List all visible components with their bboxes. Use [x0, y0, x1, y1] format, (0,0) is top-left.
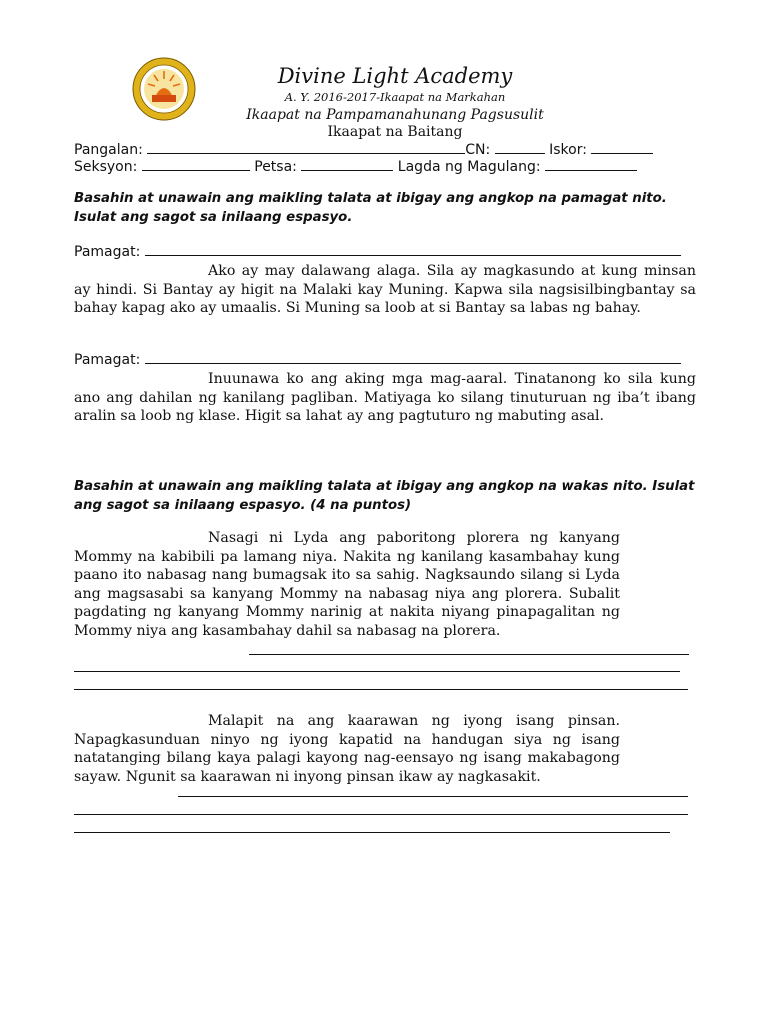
ending-line-1c[interactable] [74, 689, 688, 690]
paragraph-4: Malapit na ang kaarawan ng iyong isang pinsan. Napagkasunduan ninyo ng iyong kapatid na handugan siya ng isang natatanging bilang kaya palagi kayong nag-eensayo ng isang makabagong sayaw. Ngunit sa kaarawan ni inyong pinsan ikaw ay nagkasakit. [74, 713, 620, 785]
name-label: Pangalan: [74, 142, 143, 158]
title-row-2 [74, 351, 696, 368]
cn-label: CN: [465, 142, 491, 158]
paragraph-1: Ako ay may dalawang alaga. Sila ay magkasundo at kung minsan ay hindi. Si Bantay ay higit na Malaki kay Muning. Kapwa sila nagsisilbingbantay sa bahay kapag ako ay umaalis. Si Muning sa loob at si Bantay sa labas ng bahay. [74, 263, 696, 316]
score-field[interactable] [591, 141, 653, 154]
parent-signature-field[interactable] [545, 158, 637, 171]
section-label: Seksyon: [74, 159, 138, 175]
name-row [74, 141, 694, 158]
ending-line-1a[interactable] [249, 654, 689, 655]
cn-field[interactable] [495, 141, 545, 154]
ending-line-2b[interactable] [74, 814, 688, 815]
ending-line-2a[interactable] [178, 796, 688, 797]
title-row-1 [74, 243, 696, 260]
paragraph-2: Inuunawa ko ang aking mga mag-aaral. Tinatanong ko sila kung ano ang dahilan ng kanilang pagliban. Matiyaga ko silang tinuturuan ng iba’t ibang aralin sa loob ng klase. Higit sa lahat ay ang pagtuturo ng mabuting asal. [74, 371, 696, 424]
paragraph-3: Nasagi ni Lyda ang paboritong plorera ng kanyang Mommy na kabibili pa lamang niya. Nakita ng kanilang kasambahay kung paano ito nabasag nang bumagsak ito sa sahig. Nagksaundo silang si Lyda ang magsasabi sa kanyang Mommy na nabasag niya ang plorera. Subalit pagdating ng kanyang Mommy narinig at nakita niyang pinapagalitan ng Mommy niya ang kasambahay dahil sa nabasag na plorera. [74, 530, 620, 639]
part1-instruction: Basahin at unawain ang maikling talata at ibigay ang angkop na pamagat nito. Isulat ang sagot sa inilaang espasyo. [74, 191, 667, 225]
date-field[interactable] [301, 158, 393, 171]
title-field-1[interactable] [145, 243, 681, 256]
title-label-1: Pamagat: [74, 244, 141, 260]
exam-title: Ikaapat na Pampamanahunang Pagsusulit [246, 107, 544, 123]
school-logo [132, 57, 196, 121]
academic-year: A. Y. 2016-2017-Ikaapat na Markahan [284, 90, 506, 104]
title-label-2: Pamagat: [74, 352, 141, 368]
school-name: Divine Light Academy [277, 64, 513, 88]
parent-signature-label: Lagda ng Magulang: [397, 159, 541, 175]
ending-line-1b[interactable] [74, 671, 680, 672]
title-field-2[interactable] [145, 351, 681, 364]
section-row [74, 158, 694, 175]
name-field[interactable] [147, 141, 465, 154]
ending-line-2c[interactable] [74, 832, 670, 833]
section-field[interactable] [142, 158, 250, 171]
date-label: Petsa: [254, 159, 297, 175]
score-label: Iskor: [549, 142, 587, 158]
part2-instruction: Basahin at unawain ang maikling talata at ibigay ang angkop na wakas nito. Isulat ang sagot sa inilaang espasyo. (4 na puntos) [74, 479, 695, 513]
grade-level: Ikaapat na Baitang [327, 124, 463, 140]
